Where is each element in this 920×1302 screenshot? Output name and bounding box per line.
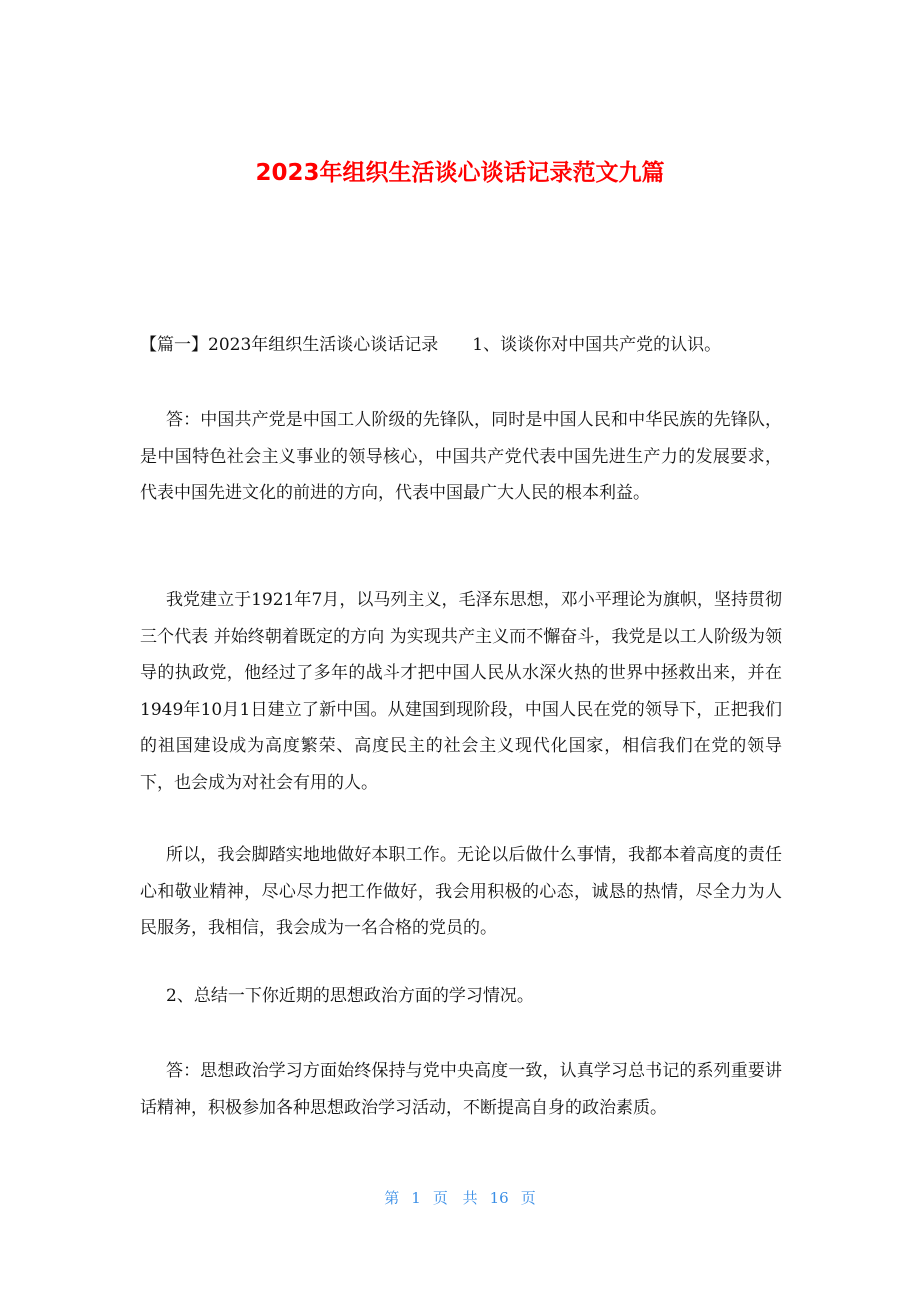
paragraph-answer-2: 答：思想政治学习方面始终保持与党中央高度一致，认真学习总书记的系列重要讲话精神，积极参加各种思想政治学习活动，不断提高自身的政治素质。 bbox=[140, 1061, 782, 1118]
footer-total-pages: 16 bbox=[489, 1189, 509, 1207]
paragraph-question-2: 2、总结一下你近期的思想政治方面的学习情况。 bbox=[166, 986, 534, 1006]
paragraph-commitment: 所以，我会脚踏实地地做好本职工作。无论以后做什么事情，我都本着高度的责任心和敬业精神，尽心尽力把工作做好，我会用积极的心态，诚恳的热情，尽全力为人民服务，我相信，我会成为一名合格的党员的。 bbox=[140, 845, 782, 938]
paragraph-section-heading: 【篇一】2023年组织生活谈心谈话记录 1、谈谈你对中国共产党的认识。 bbox=[140, 335, 722, 355]
document-title: 2023年组织生活谈心谈话记录范文九篇 bbox=[255, 160, 665, 187]
paragraph-answer-1: 答：中国共产党是中国工人阶级的先锋队，同时是中国人民和中华民族的先锋队，是中国特色社会主义事业的领导核心，中国共产党代表中国先进生产力的发展要求，代表中国先进文化的前进的方向，代表中国最广大人民的根本利益。 bbox=[140, 410, 782, 503]
footer-current-page: 1 bbox=[411, 1189, 421, 1207]
footer-middle: 页 共 bbox=[432, 1189, 478, 1207]
paragraph-party-history: 我党建立于1921年7月，以马列主义，毛泽东思想，邓小平理论为旗帜，坚持贯彻 三个代表 并始终朝着既定的方向 为实现共产主义而不懈奋斗，我党是以工人阶级为领导的执政党，他经过了多年的战斗才把中国人民从水深火热的世界中拯救出来，并在1949年10月1日建立了新中国。从建国到现阶段，中国人民在党的领导下，正把我们的祖国建设成为高度繁荣、高度民主的社会主义现代化国家，相信我们在党的领导下，也会成为对社会有用的人。 bbox=[140, 590, 782, 793]
footer-suffix: 页 bbox=[520, 1189, 536, 1207]
page-footer bbox=[0, 1186, 920, 1210]
footer-prefix: 第 bbox=[384, 1189, 400, 1207]
